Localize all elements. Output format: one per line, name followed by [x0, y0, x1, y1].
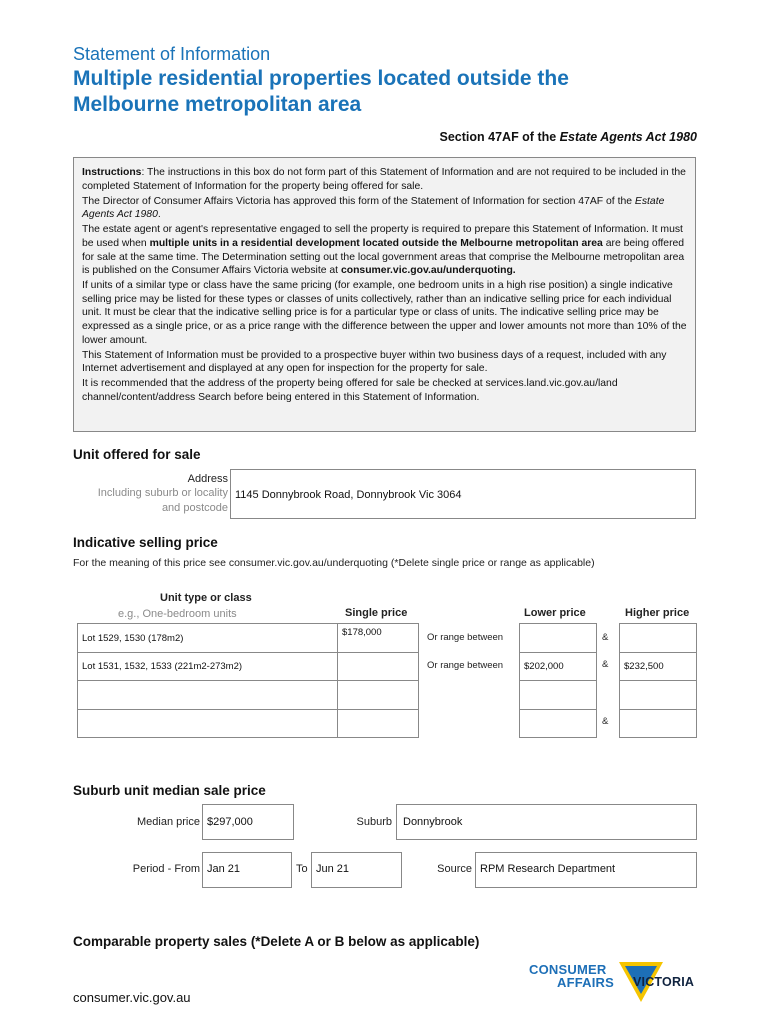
period-from-label: Period - From [132, 863, 200, 875]
higher-cell-row-2[interactable] [619, 652, 697, 681]
single-cell-row-1[interactable] [337, 623, 419, 653]
address-hint-2: and postcode [161, 502, 228, 514]
address-value: 1145 Donnybrook Road, Donnybrook Vic 3064 [235, 489, 462, 501]
unit-text-row-1: Lot 1529, 1530 (178m2) [82, 633, 184, 644]
single-text-row-3 [338, 681, 418, 686]
period-from-field[interactable] [202, 852, 292, 888]
single-text-row-1: $178,000 [342, 627, 382, 638]
col-unit-example: e.g., One-bedroom units [118, 608, 237, 620]
unit-cell-row-3[interactable] [77, 680, 338, 710]
lower-cell-row-3[interactable] [519, 680, 597, 710]
col-unit-type: Unit type or class [160, 592, 252, 604]
document-kicker: Statement of Information [73, 44, 271, 64]
single-cell-row-2[interactable] [337, 652, 419, 681]
col-single-price: Single price [345, 607, 408, 619]
instructions-text-3: The estate agent or agent's representative engaged to sell the property is required to prepare this Statement of Information. It must be used when [82, 224, 683, 249]
address-field[interactable] [230, 469, 696, 519]
instructions-act: Estate Agents Act 1980 [82, 195, 665, 221]
comparable-heading: Comparable property sales (*Delete A or B below as applicable) [73, 934, 480, 949]
median-price-label: Median price [137, 816, 200, 828]
higher-cell-row-3[interactable] [619, 680, 697, 710]
instructions-paragraph-1 [82, 166, 687, 193]
higher-cell-row-4[interactable] [619, 709, 697, 738]
single-text-row-2 [338, 653, 418, 658]
indicative-price-heading: Indicative selling price [73, 535, 218, 550]
instructions-box [73, 157, 696, 432]
period-to-label: To [296, 863, 308, 875]
lower-text-row-3 [520, 681, 596, 686]
suburb-field[interactable] [396, 804, 697, 840]
unit-text-row-2: Lot 1531, 1532, 1533 (221m2-273m2) [82, 661, 243, 672]
higher-text-row-3 [620, 681, 696, 686]
source-field[interactable] [475, 852, 697, 888]
amp-row-1: & [602, 632, 609, 643]
unit-cell-row-2[interactable] [77, 652, 338, 681]
suburb-label: Suburb [356, 816, 392, 828]
single-text-row-4 [338, 710, 418, 715]
indicative-price-note: For the meaning of this price see consumer.vic.gov.au/underquoting (*Delete single price or range as applicable) [73, 557, 595, 569]
unit-text-row-4 [78, 710, 337, 715]
logo-word-victoria: VICTORIA [633, 975, 695, 989]
lower-cell-row-4[interactable] [519, 709, 597, 738]
instructions-text-1: : The instructions in this box do not form part of this Statement of Information and are not required to be included in the completed Statement of Information for the property being offered for sale. [82, 167, 686, 192]
consumer-affairs-victoria-logo [527, 960, 702, 1006]
instructions-text-2-end: . [157, 209, 161, 221]
higher-cell-row-1[interactable] [619, 623, 697, 653]
or-range-row-1: Or range between [427, 632, 504, 643]
or-range-row-2: Or range between [427, 660, 504, 671]
period-from-value: Jan 21 [207, 863, 241, 875]
col-higher-price: Higher price [625, 607, 690, 619]
instructions-text-3b: are being offered for sale at the same time. The Determination setting out the local government areas that comprise the Melbourne metropolitan area is published on the Consumer Affairs Victoria website at [82, 237, 685, 277]
logo-word-consumer: CONSUMER [529, 962, 607, 977]
col-lower-price: Lower price [524, 607, 586, 619]
median-price-value: $297,000 [207, 816, 253, 828]
address-hint-1: Including suburb or locality [97, 487, 228, 499]
source-label: Source [437, 863, 472, 875]
section-act: Estate Agents Act 1980 [559, 130, 697, 144]
instructions-paragraph-4: If units of a similar type or class have the same pricing (for example, one bedroom units in a high rise position) a single indicative selling price may be listed for these types or classes of units collectively, rather than an indicative selling price for each individual unit. It must be clear that the indicative selling price is for a particular type or class of units. The indicative selling price may be expressed as a single price, or as a price range with the difference between the upper and lower amounts not more than 10% of the lower amount. [82, 280, 687, 346]
document-title: Multiple residential properties located outside the Melbourne metropolitan area [73, 67, 569, 116]
period-to-field[interactable] [311, 852, 402, 888]
footer-url: consumer.vic.gov.au [73, 990, 191, 1005]
higher-text-row-1 [620, 624, 696, 629]
logo-word-affairs: AFFAIRS [557, 975, 615, 990]
period-to-value: Jun 21 [316, 863, 350, 875]
single-cell-row-3[interactable] [337, 680, 419, 710]
lower-text-row-2: $202,000 [524, 661, 564, 672]
unit-text-row-3 [78, 681, 337, 686]
lower-cell-row-1[interactable] [519, 623, 597, 653]
instructions-paragraph-2 [82, 195, 687, 222]
lower-text-row-4 [520, 710, 596, 715]
median-price-field[interactable] [202, 804, 294, 840]
lower-text-row-1 [520, 624, 596, 629]
section-reference [440, 130, 697, 144]
lower-cell-row-2[interactable] [519, 652, 597, 681]
median-heading: Suburb unit median sale price [73, 783, 266, 798]
section-prefix: Section 47AF of the [439, 130, 560, 144]
instructions-text-2: The Director of Consumer Affairs Victoria has approved this form of the Statement of Information for section 47AF of the [82, 195, 635, 207]
higher-text-row-2: $232,500 [624, 661, 664, 672]
unit-cell-row-1[interactable] [77, 623, 338, 653]
amp-row-4: & [602, 716, 609, 727]
unit-offered-heading: Unit offered for sale [73, 447, 201, 462]
suburb-value: Donnybrook [403, 816, 463, 828]
instructions-paragraph-5: This Statement of Information must be provided to a prospective buyer within two business days of a request, included with any Internet advertisement and displayed at any open for inspection for the property for sale. [82, 349, 667, 375]
single-cell-row-4[interactable] [337, 709, 419, 738]
address-label: Address [187, 473, 228, 485]
instructions-paragraph-3 [82, 223, 687, 277]
instructions-bold-3: multiple units in a residential development located outside the Melbourne metropolitan area [149, 237, 603, 249]
source-value: RPM Research Department [480, 863, 616, 875]
instructions-paragraph-6: It is recommended that the address of the property being offered for sale be checked at services.land.vic.gov.au/land channel/content/address Search before being entered in this Statement of Information. [82, 378, 618, 403]
amp-row-2: & [602, 659, 609, 670]
underquoting-link[interactable]: consumer.vic.gov.au/underquoting. [340, 265, 516, 277]
instructions-label: Instructions [82, 167, 142, 178]
higher-text-row-4 [620, 710, 696, 715]
unit-cell-row-4[interactable] [77, 709, 338, 738]
